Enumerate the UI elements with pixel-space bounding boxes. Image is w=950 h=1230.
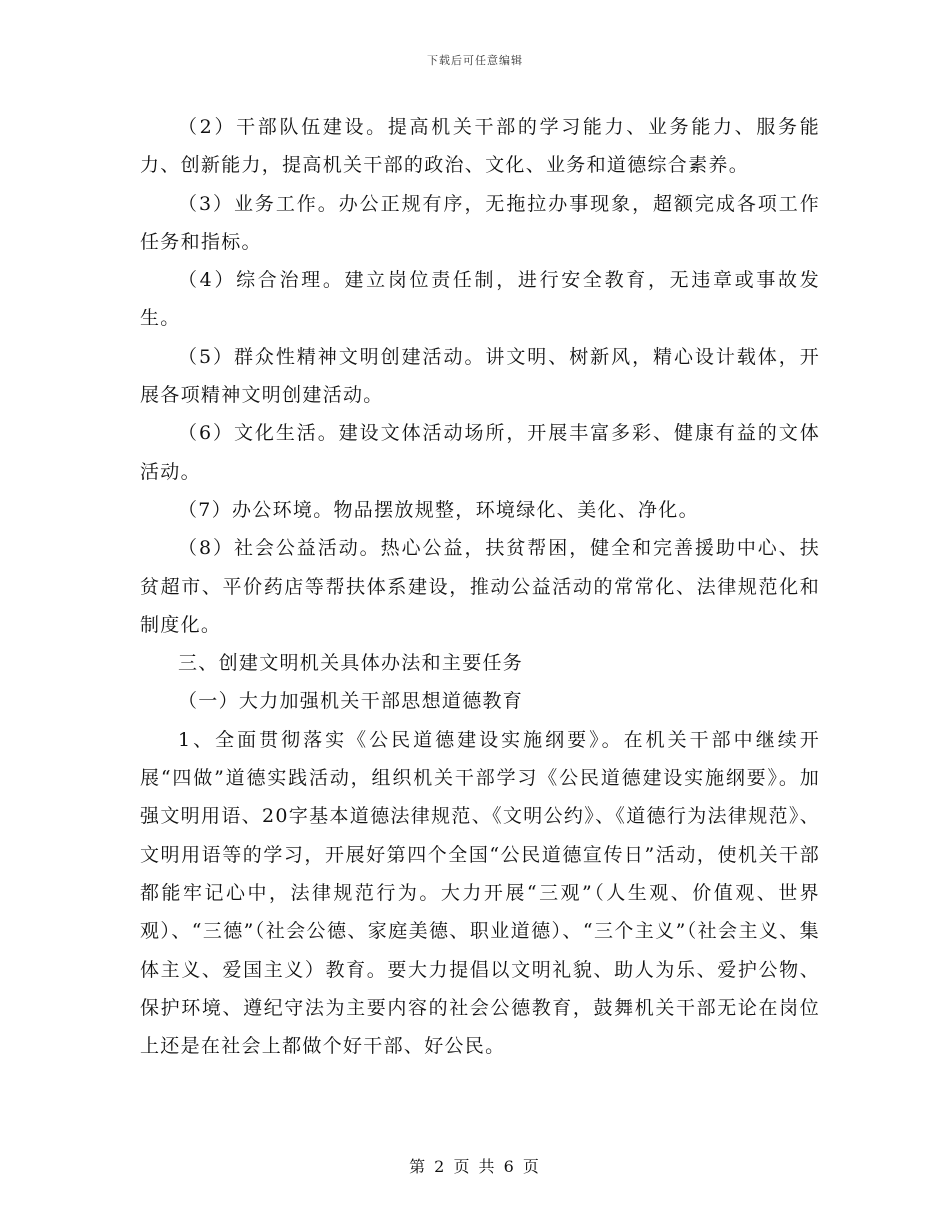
paragraph-cadre-team: （2）干部队伍建设。提高机关干部的学习能力、业务能力、服务能力、创新能力，提高机关干部的政治、文化、业务和道德综合素养。	[140, 116, 820, 177]
paragraph-cultural-life: （6）文化生活。建设文体活动场所，开展丰富多彩、健康有益的文体活动。	[140, 422, 820, 483]
page-number-footer: 第 2 页 共 6 页	[409, 1157, 541, 1176]
paragraph-office-environment: （7）办公环境。物品摆放规整，环境绿化、美化、净化。	[178, 498, 699, 521]
page-header: 下载后可任意编辑	[427, 54, 523, 67]
section-heading-three: 三、创建文明机关具体办法和主要任务	[178, 652, 524, 675]
paragraph-comprehensive-governance: （4）综合治理。建立岗位责任制，进行安全教育，无违章或事故发生。	[140, 269, 820, 330]
paragraph-civilization-activities: （5）群众性精神文明创建活动。讲文明、树新风，精心设计载体，开展各项精神文明创建活动。	[140, 345, 820, 407]
document-body	[140, 108, 820, 1065]
subsection-heading-one: （一）大力加强机关干部思想道德教育	[178, 690, 524, 713]
paragraph-public-welfare: （8）社会公益活动。热心公益，扶贫帮困，健全和完善援助中心、扶贫超市、平价药店等帮扶体系建设，推动公益活动的常常化、法律规范化和制度化。	[140, 537, 820, 636]
paragraph-moral-education: 1、全面贯彻落实《公民道德建设实施纲要》。在机关干部中继续开展“四做”道德实践活动，组织机关干部学习《公民道德建设实施纲要》。加强文明用语、20字基本道德法律规范、《文明公约》、《道德行为法律规范》、文明用语等的学习，开展好第四个全国“公民道德宣传日”活动，使机关干部都能牢记心中，法律规范行为。大力开展“三观”（人生观、价值观、世界观）、“三德”（社会公德、家庭美德、职业道德）、“三个主义”（社会主义、集体主义、爱国主义）教育。要大力提倡以文明礼貌、助人为乐、爱护公物、保护环境、遵纪守法为主要内容的社会公德教育，鼓舞机关干部无论在岗位上还是在社会上都做个好干部、好公民。	[140, 728, 820, 1058]
paragraph-business-work: （3）业务工作。办公正规有序，无拖拉办事现象，超额完成各项工作任务和指标。	[140, 192, 820, 253]
